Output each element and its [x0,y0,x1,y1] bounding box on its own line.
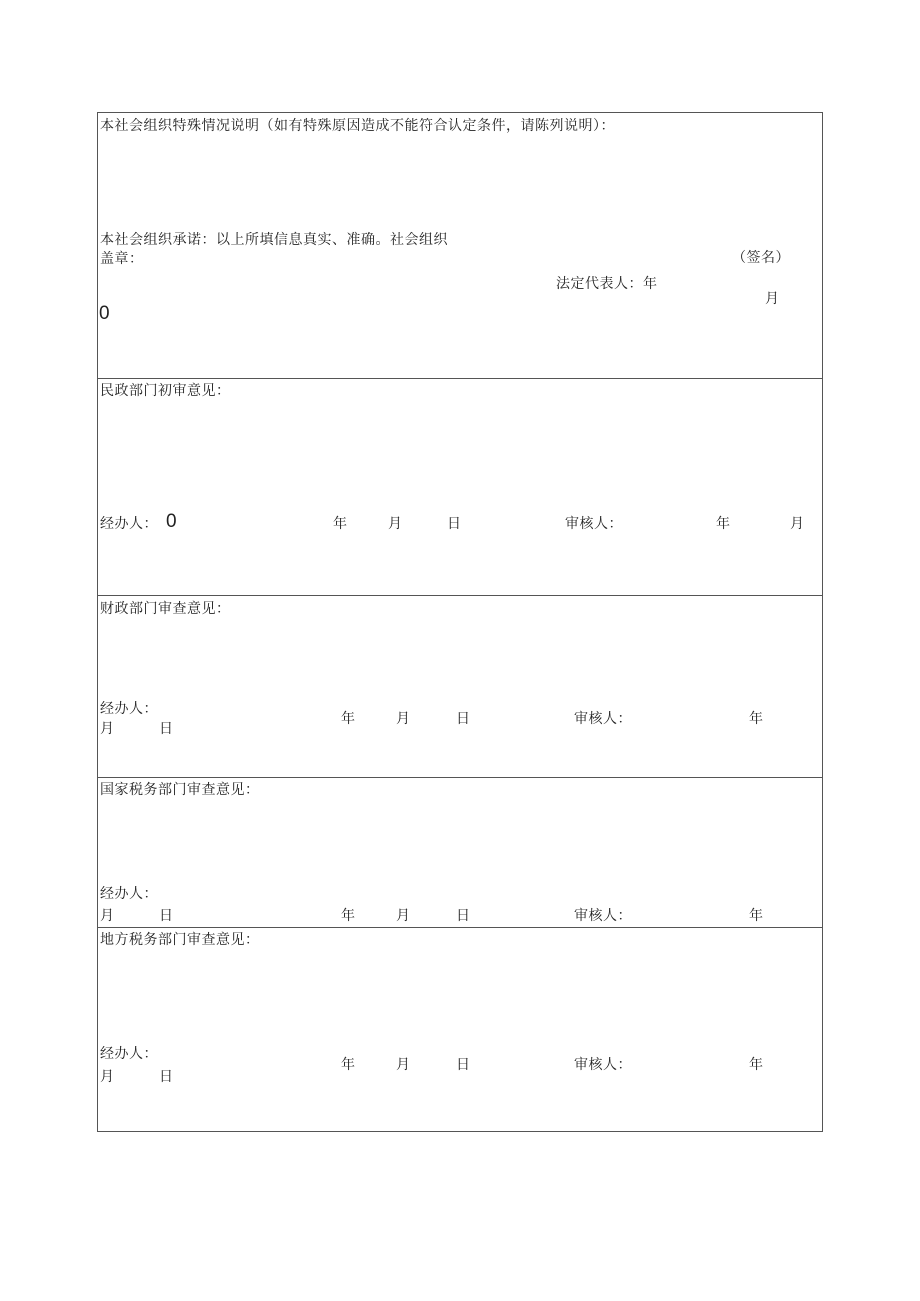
section-title: 财政部门审查意见： [100,601,231,617]
month-label: 月 [765,291,780,307]
month-label: 月 [388,516,403,532]
reviewer-label: 审核人： [574,711,632,727]
reviewer-label: 审核人： [565,516,623,532]
section-title: 国家税务部门审查意见： [100,782,260,798]
reviewer-month-label: 月 [790,516,805,532]
reviewer-year-label: 年 [716,516,731,532]
civil-affairs-section [98,379,822,596]
section-title: 民政部门初审意见： [100,383,231,399]
month-label: 月 [396,1057,411,1073]
national-tax-section [98,778,822,928]
day-label: 日 [456,711,471,727]
year-label: 年 [341,1057,356,1073]
commitment-text: 本社会组织承诺：以上所填信息真实、准确。社会组织 [100,232,448,248]
section-title: 地方税务部门审查意见： [100,932,260,948]
finance-section [98,596,822,778]
commitment-section [98,113,822,379]
handler-day-label: 日 [159,1069,174,1085]
year-label: 年 [341,908,356,924]
handler-day-label: 日 [159,721,174,737]
handler-month-label: 月 [100,721,115,737]
month-label: 月 [396,908,411,924]
day-label: 日 [456,908,471,924]
local-tax-section [98,928,822,1133]
handler-value: 0 [166,511,177,532]
handler-label: 经办人： [100,1046,158,1062]
reviewer-label: 审核人： [574,1057,632,1073]
handler-month-label: 月 [100,1069,115,1085]
handler-day-label: 日 [159,908,174,924]
handler-label: 经办人： [100,886,158,902]
handler-month-label: 月 [100,908,115,924]
handler-label: 经办人： [100,516,158,532]
reviewer-year-label: 年 [749,908,764,924]
reviewer-label: 审核人： [574,908,632,924]
approval-form-table [97,112,823,1132]
special-note-label: 本社会组织特殊情况说明（如有特殊原因造成不能符合认定条件，请陈列说明）： [100,118,615,134]
zero-mark: 0 [99,303,110,324]
seal-label: 盖章： [100,251,144,267]
month-label: 月 [396,711,411,727]
legal-representative-label: 法定代表人：年 [556,276,658,292]
day-label: 日 [447,516,462,532]
day-label: 日 [456,1057,471,1073]
reviewer-year-label: 年 [749,711,764,727]
signature-note: （签名） [732,250,790,266]
reviewer-year-label: 年 [749,1057,764,1073]
year-label: 年 [341,711,356,727]
year-label: 年 [333,516,348,532]
handler-label: 经办人： [100,701,158,717]
